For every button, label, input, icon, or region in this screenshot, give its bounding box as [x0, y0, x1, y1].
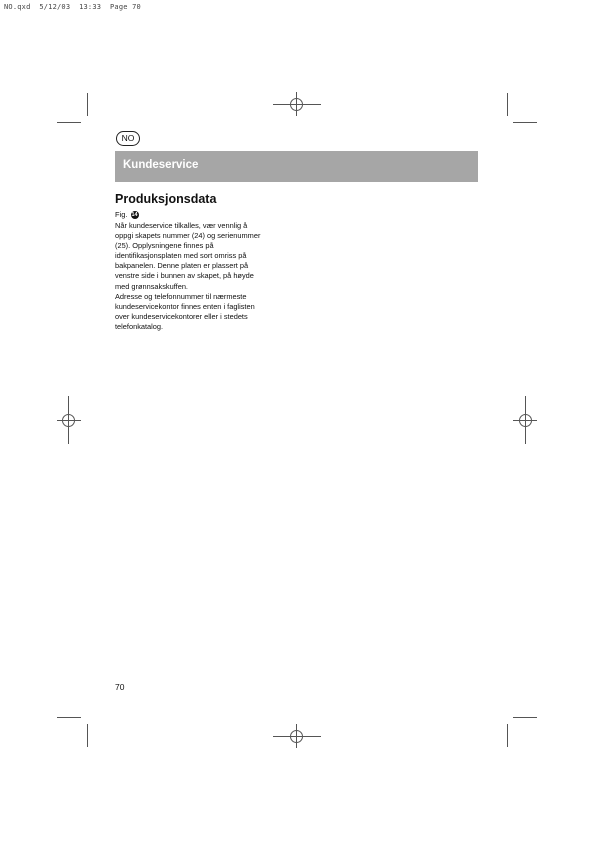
slug-file: NO.qxd [4, 3, 31, 11]
text-line: telefonkatalog. [115, 321, 164, 331]
figure-number-badge: 14 [131, 211, 138, 218]
paragraph [115, 221, 295, 292]
crop-mark [507, 93, 508, 116]
crop-mark [87, 93, 88, 116]
print-slug [4, 3, 141, 11]
registration-mark-circle [290, 730, 303, 743]
slug-date: 5/12/03 [39, 3, 71, 11]
text-line: identifikasjonsplaten med sort omriss på [115, 251, 247, 261]
crop-mark [507, 724, 508, 747]
figure-reference [115, 210, 139, 219]
crop-mark [57, 122, 81, 123]
registration-mark-circle [519, 414, 532, 427]
text-line: Adresse og telefonnummer til nærmeste [115, 291, 247, 301]
slug-page: Page 70 [110, 3, 141, 11]
page-number: 70 [115, 682, 125, 692]
paragraph [115, 292, 295, 332]
page-heading: Produksjonsdata [115, 192, 217, 206]
text-line: over kundeservicekontorer eller i stedets [115, 311, 248, 321]
crop-mark [87, 724, 88, 747]
registration-mark-circle [62, 414, 75, 427]
text-line: (25). Opplysningene finnes på [115, 241, 214, 251]
crop-mark [513, 122, 537, 123]
section-title: Kundeservice [123, 159, 199, 171]
crop-mark [513, 717, 537, 718]
text-line: bakpanelen. Denne platen er plassert på [115, 261, 249, 271]
registration-mark-circle [290, 98, 303, 111]
crop-mark [57, 717, 81, 718]
slug-time: 13:33 [79, 3, 102, 11]
figure-label: Fig. [115, 210, 128, 219]
text-line: Når kundeservice tilkalles, vær vennlig å [115, 221, 248, 230]
text-line: venstre side i bunnen av skapet, på høyde [115, 271, 254, 281]
language-badge: NO [116, 131, 140, 146]
text-line: kundeservicekontor finnes enten i faglisten [115, 301, 255, 311]
section-header-bar [115, 151, 478, 182]
text-line: oppgi skapets nummer (24) og serienummer [115, 231, 261, 241]
body-text [115, 221, 295, 332]
text-line: med grønnsakskuffen. [115, 281, 188, 291]
